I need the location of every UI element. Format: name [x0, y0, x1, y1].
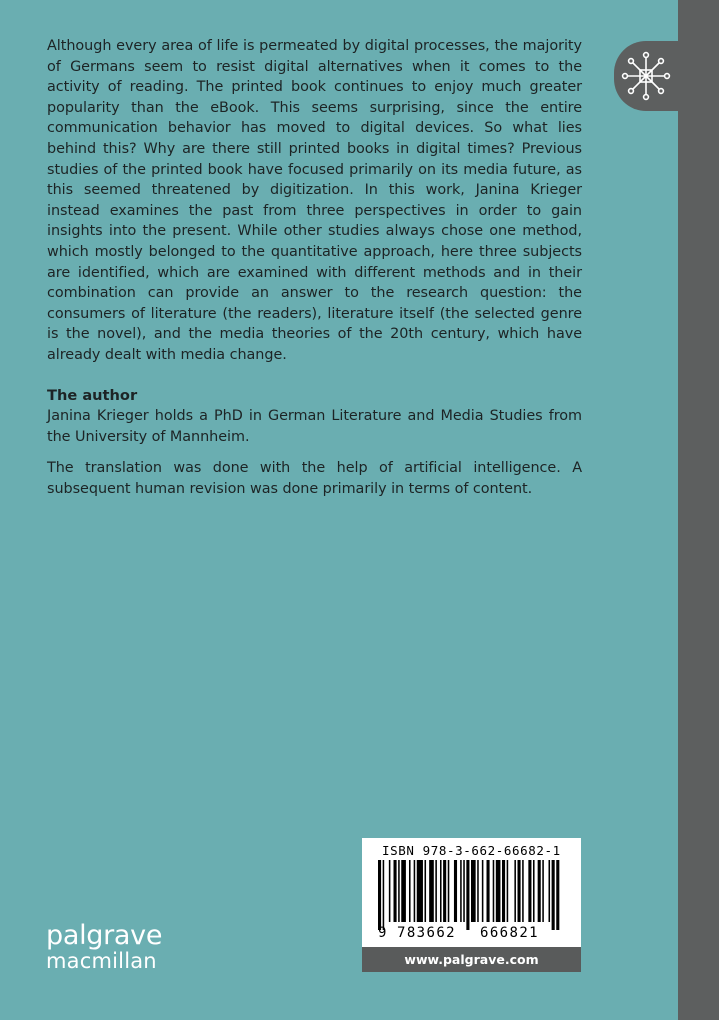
spine-strip — [678, 0, 719, 1020]
author-heading: The author — [47, 386, 138, 404]
publisher-url[interactable]: www.palgrave.com — [362, 947, 581, 972]
isbn-barcode-box — [362, 838, 581, 972]
text-column — [47, 36, 582, 499]
logo-line-palgrave: palgrave — [46, 920, 163, 951]
isbn-label: ISBN 978-3-662-66682-1 — [382, 843, 561, 858]
ean-right-group: 666821 — [480, 925, 539, 941]
translation-note: The translation was done with the help of artificial intelligence. A subsequent human revision was done primarily in terms of content. — [47, 460, 582, 497]
ean-left-group: 783662 — [397, 925, 456, 941]
palgrave-macmillan-logo — [46, 922, 162, 972]
barcode-icon — [378, 860, 566, 930]
ean-first-digit: 9 — [378, 925, 387, 941]
author-bio: Janina Krieger holds a PhD in German Literature and Media Studies from the University of Mannheim. — [47, 408, 582, 445]
book-blurb: Although every area of life is permeated by digital processes, the majority of Germans seem to resist digital alternatives when it comes to the activity of reading. The printed book continues to enjoy much greater popularity than the eBook. This seems surprising, since the entire communication behavior has moved to digital devices. So what lies behind this? Why are there still printed books in digital times? Previous studies of the printed book have focused primarily on its media future, as this seemed threatened by digitization. In this work, Janina Krieger instead examines the past from three perspectives in order to gain insights into the present. While other studies always chose one method, which mostly belonged to the quantitative approach, here three subjects are identified, which are examined with different methods and in their combination can provide an answer to the research question: the consumers of literature (the readers), literature itself (the selected genre is the novel), and the media theories of the 20th century, which have already dealt with media change. — [47, 38, 582, 363]
palgrave-network-emblem-icon — [620, 49, 672, 103]
logo-line-macmillan: macmillan — [46, 949, 157, 973]
palgrave-emblem — [614, 41, 678, 111]
